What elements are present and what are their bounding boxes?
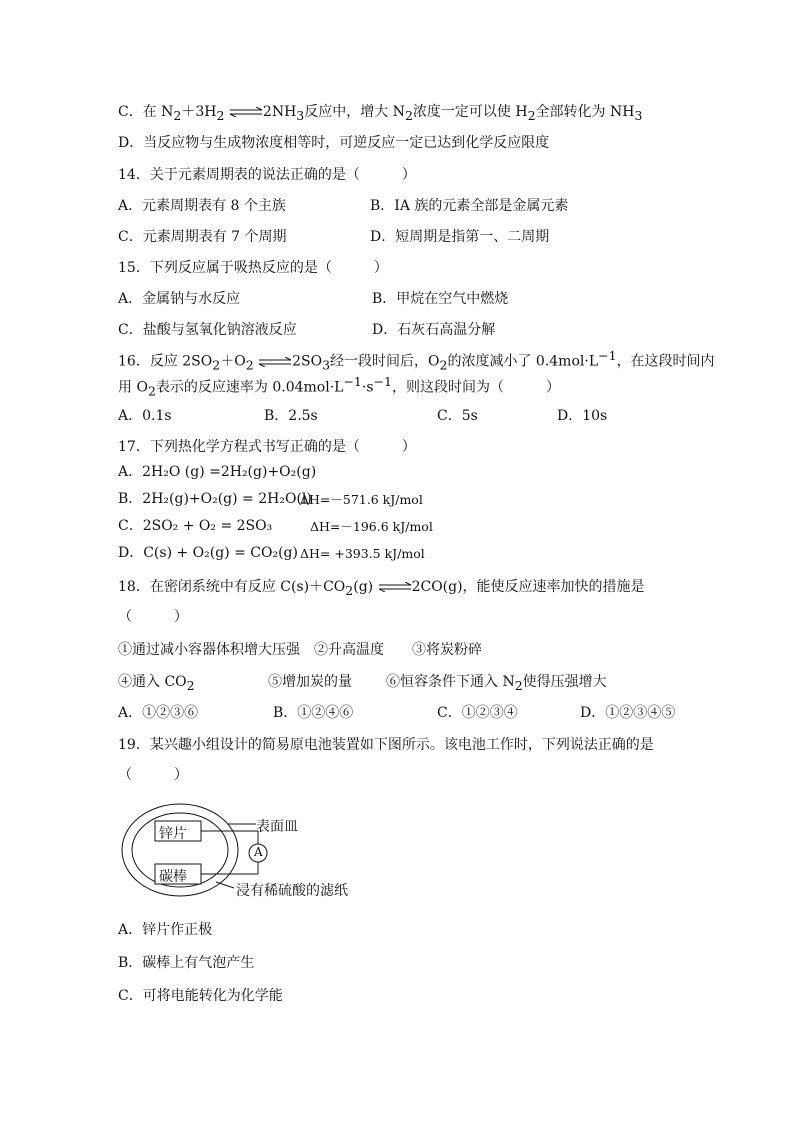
q19-stem: 19．某兴趣小组设计的简易原电池装置如下图所示。该电池工作时，下列说法正确的是	[118, 737, 654, 753]
q16-option-a: A．0.1s	[118, 408, 172, 424]
q19-option-b: B．碳棒上有气泡产生	[118, 955, 255, 971]
q14-stem: 14．关于元素周期表的说法正确的是（ ）	[118, 167, 416, 183]
q16-option-d: D．10s	[557, 408, 608, 424]
q18-option-c: C．①②③④	[437, 705, 518, 721]
equilibrium-arrow-icon	[378, 582, 412, 592]
q15-option-c: C．盐酸与氢氧化钠溶液反应	[118, 322, 297, 338]
q16-option-c: C．5s	[437, 408, 478, 424]
zinc-plate-label: 锌片	[159, 826, 187, 842]
q17-option-d: D．C(s) + O₂(g) = CO₂(g)	[118, 545, 298, 561]
q17-stem: 17．下列热化学方程式书写正确的是（ ）	[118, 439, 416, 455]
q17-option-a: A．2H₂O (g) =2H₂(g)+O₂(g)	[118, 464, 317, 480]
equilibrium-arrow-icon	[229, 107, 263, 117]
q13-option-c: C．在 $N_2+3H_2$ $2NH_3$反应中，增大 $N_2$浓度一定可以使 $H_2$全部转化为 $NH_3$	[118, 104, 643, 123]
q18-conditions-line1: ①通过减小容器体积增大压强 ②升高温度 ③将炭粉碎	[118, 642, 482, 658]
carbon-rod-label: 碳棒	[159, 869, 187, 885]
q15-stem: 15．下列反应属于吸热反应的是（ ）	[118, 260, 388, 276]
q19-paren: （ ）	[118, 767, 188, 783]
q14-option-b: B．ⅠA 族的元素全部是金属元素	[370, 198, 569, 214]
q17-option-c: C．2SO₂ + O₂ = 2SO₃	[118, 518, 273, 534]
q17-option-c-enthalpy: ΔH=－196.6 kJ/mol	[310, 519, 433, 534]
q14-option-d: D．短周期是指第一、二周期	[370, 229, 550, 245]
q16-stem-line1: 16．反应 $2SO_2+O_2$ $2SO_3$经一段时间后，$O_2$的浓度减小了 $0.4mol\cdot L^{-1}$，在这段时间内	[118, 348, 715, 373]
q15-option-d: D．石灰石高温分解	[372, 322, 496, 338]
q16-stem-line2: 用 $O_2$表示的反应速率为 $0.04mol\cdot L^{-1}\cdot s^{-1}$，则这段时间为（ ）	[118, 374, 560, 399]
q14-option-a: A．元素周期表有 8 个主族	[118, 198, 286, 214]
q18-paren: （ ）	[118, 609, 188, 625]
q13-option-d: D．当反应物与生成物浓度相等时，可逆反应一定已达到化学反应限度	[118, 135, 550, 151]
watch-glass-label: 表面皿	[256, 819, 298, 835]
q18-condition-6: ⑥恒容条件下通入 $N_2$使得压强增大	[386, 674, 607, 693]
ammeter-label: A	[254, 845, 263, 859]
q17-option-b-enthalpy: ΔH=－571.6 kJ/mol	[300, 492, 423, 507]
q18-condition-4: ④通入 $CO_2$	[118, 674, 195, 693]
galvanic-cell-figure	[118, 802, 378, 902]
q15-option-a: A．金属钠与水反应	[118, 291, 241, 307]
filter-paper-label: 浸有稀硫酸的滤纸	[236, 883, 348, 899]
q19-option-a: A．锌片作正极	[118, 922, 213, 938]
q18-option-d: D．①②③④⑤	[580, 705, 676, 721]
q17-option-d-enthalpy: ΔH= +393.5 kJ/mol	[300, 546, 425, 561]
q16-option-b: B．2.5s	[264, 408, 318, 424]
q18-stem: 18．在密闭系统中有反应 $C(s)+CO_2(g)$ 2CO(g)，能使反应速率加快的措施是	[118, 579, 645, 598]
q17-option-b: B．2H₂(g)+O₂(g) = 2H₂O(l)	[118, 491, 312, 507]
q18-option-b: B．①②④⑥	[273, 705, 354, 721]
q18-condition-5: ⑤增加炭的量	[268, 674, 352, 690]
q14-option-c: C．元素周期表有 7 个周期	[118, 229, 287, 245]
q19-option-c: C．可将电能转化为化学能	[118, 988, 283, 1004]
equilibrium-arrow-icon	[258, 357, 292, 367]
q18-option-a: A．①②③⑥	[118, 705, 199, 721]
q15-option-b: B．甲烷在空气中燃烧	[372, 291, 509, 307]
